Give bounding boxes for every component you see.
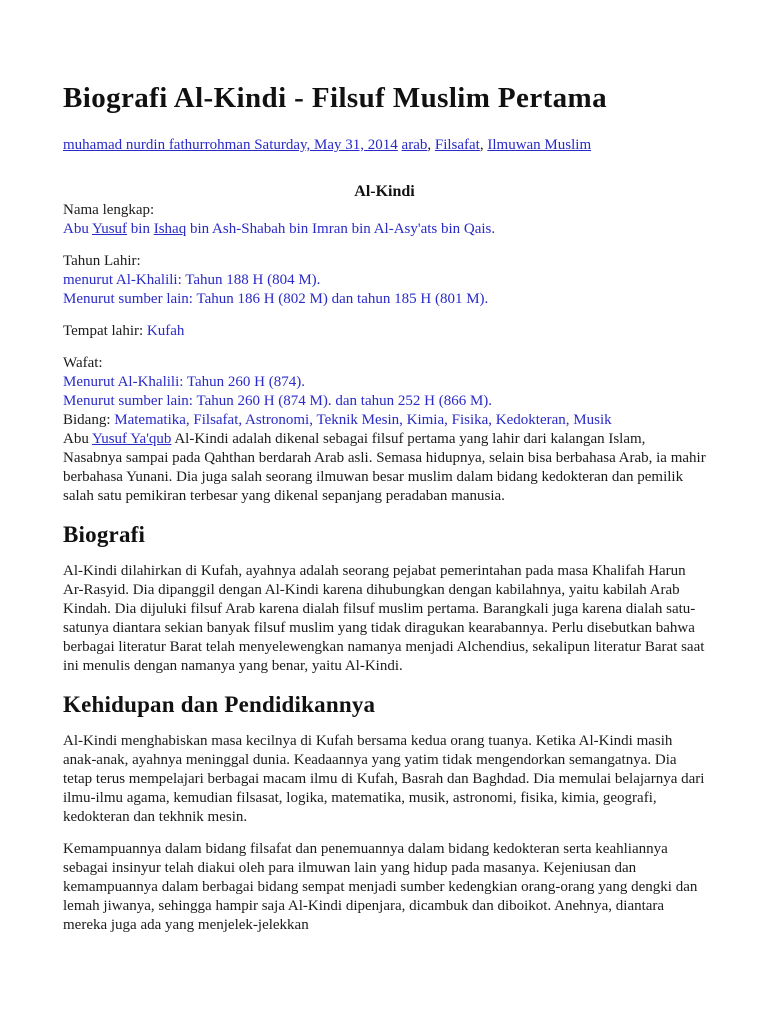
wafat-label: Wafat: — [63, 355, 103, 371]
tempat-lahir-line — [63, 322, 706, 341]
kehidupan-paragraph-1: Al-Kindi menghabiskan masa kecilnya di Kufah bersama kedua orang tuanya. Ketika Al-Kindi masih anak-anak, ayahnya meninggal dunia. Keadaannya yang yatim tidak mengendorkan semangatnya. Dia tetap terus mempelajari berbagai macam ilmu di Kufah, Basrah dan Baghdad. Dia memulai belajarnya dari ilmu-ilmu agama, kemudian filsasat, logika, matematika, musik, astronomi, fisika, kimia, geografi, kedokteran dan tekhnik mesin. — [63, 733, 705, 825]
spacer — [63, 341, 706, 354]
yusuf-yaqub-link[interactable]: Yusuf Ya'qub — [92, 431, 172, 447]
page-title: Biografi Al-Kindi - Filsuf Muslim Pertama — [63, 82, 608, 114]
bidang-value: Matematika, Filsafat, Astronomi, Teknik Mesin, Kimia, Fisika, Kedokteran, Musik — [114, 412, 612, 428]
section-heading-biografi: Biografi — [63, 522, 146, 547]
nama-lengkap-value — [63, 220, 706, 239]
byline-separator: , — [427, 137, 435, 153]
tempat-lahir-value: Kufah — [146, 323, 185, 339]
tahun-lahir-line1: menurut Al-Khalili: Tahun 188 H (804 M). — [63, 272, 321, 288]
byline-separator: , — [479, 137, 488, 153]
tag-link-ilmuwan-muslim[interactable]: Ilmuwan Muslim — [487, 137, 592, 153]
nama-lengkap-label: Nama lengkap: — [63, 202, 155, 218]
wafat-line2: Menurut sumber lain: Tahun 260 H (874 M). dan tahun 252 H (866 M). — [63, 393, 493, 409]
tahun-lahir-line2: Menurut sumber lain: Tahun 186 H (802 M) dan tahun 185 H (801 M). — [63, 291, 489, 307]
tag-link-filsafat[interactable]: Filsafat — [434, 137, 480, 153]
tag-link-arab[interactable]: arab — [401, 137, 428, 153]
nama-mid: bin — [127, 221, 154, 237]
byline — [63, 136, 706, 155]
yusuf-link[interactable]: Yusuf — [92, 221, 128, 237]
biografi-paragraph: Al-Kindi dilahirkan di Kufah, ayahnya adalah seorang pejabat pemerintahan pada masa Khalifah Harun Ar-Rasyid. Dia dipanggil dengan Al-Kindi karena dihubungkan dengan kabilahnya, yaitu kabilah Arab Kindah. Dia dijuluki filsuf Arab karena dialah filsuf muslim pertama. Barangkali juga karena dialah satu-satunya diantara sekian banyak filsuf muslim yang tidak diragukan kearabannya. Perlu disebutkan bahwa berbagai literatur Barat telah menyelewengkan namanya menjadi Alchendius, sekalipun literatur Barat saat ini menulis dengan namanya yang benar, yaitu Al-Kindi. — [63, 563, 705, 674]
intro-paragraph — [63, 430, 706, 506]
intro-rest: Al-Kindi adalah dikenal sebagai filsuf pertama yang lahir dari kalangan Islam, Nasabnya sampai pada Qahthan berdarah Arab asli. Semasa hidupnya, selain bisa berbahasa Arab, ia mahir berbahasa Yunani. Dia juga salah seorang ilmuwan besar muslim dalam bidang kedokteran dan pemilik salah satu pemikiran terbesar yang dikenal sepanjang peradaban manusia. — [63, 431, 706, 504]
bidang-label: Bidang: — [63, 412, 115, 428]
spacer — [63, 309, 706, 322]
nama-rest: bin Ash-Shabah bin Imran bin Al-Asy'ats bin Qais. — [186, 221, 496, 237]
subject-heading: Al-Kindi — [354, 183, 415, 200]
section-heading-kehidupan: Kehidupan dan Pendidikannya — [63, 692, 376, 717]
intro-pre: Abu — [63, 431, 93, 447]
ishaq-link[interactable]: Ishaq — [153, 221, 187, 237]
nama-pre: Abu — [63, 221, 93, 237]
wafat-line1: Menurut Al-Khalili: Tahun 260 H (874). — [63, 374, 305, 390]
bidang-line — [63, 411, 706, 430]
tahun-lahir-label: Tahun Lahir: — [63, 253, 141, 269]
kehidupan-paragraph-2: Kemampuannya dalam bidang filsafat dan penemuannya dalam bidang kedokteran serta keahliannya sebagai insinyur telah diakui oleh para ilmuwan lain yang hidup pada masanya. Kejeniusan dan kemampuannya dalam berbagai bidang sempat menjadi sumber kedengkian orang-orang yang dengki dan lemah jiwanya, sehingga hampir saja Al-Kindi dipenjara, dicambuk dan diboikot. Anehnya, diantara mereka juga ada yang menjelek-jelekkan — [63, 841, 698, 933]
spacer — [63, 239, 706, 252]
tempat-lahir-label: Tempat lahir: — [63, 323, 147, 339]
author-date-link[interactable]: muhamad nurdin fathurrohman Saturday, May 31, 2014 — [63, 137, 398, 153]
